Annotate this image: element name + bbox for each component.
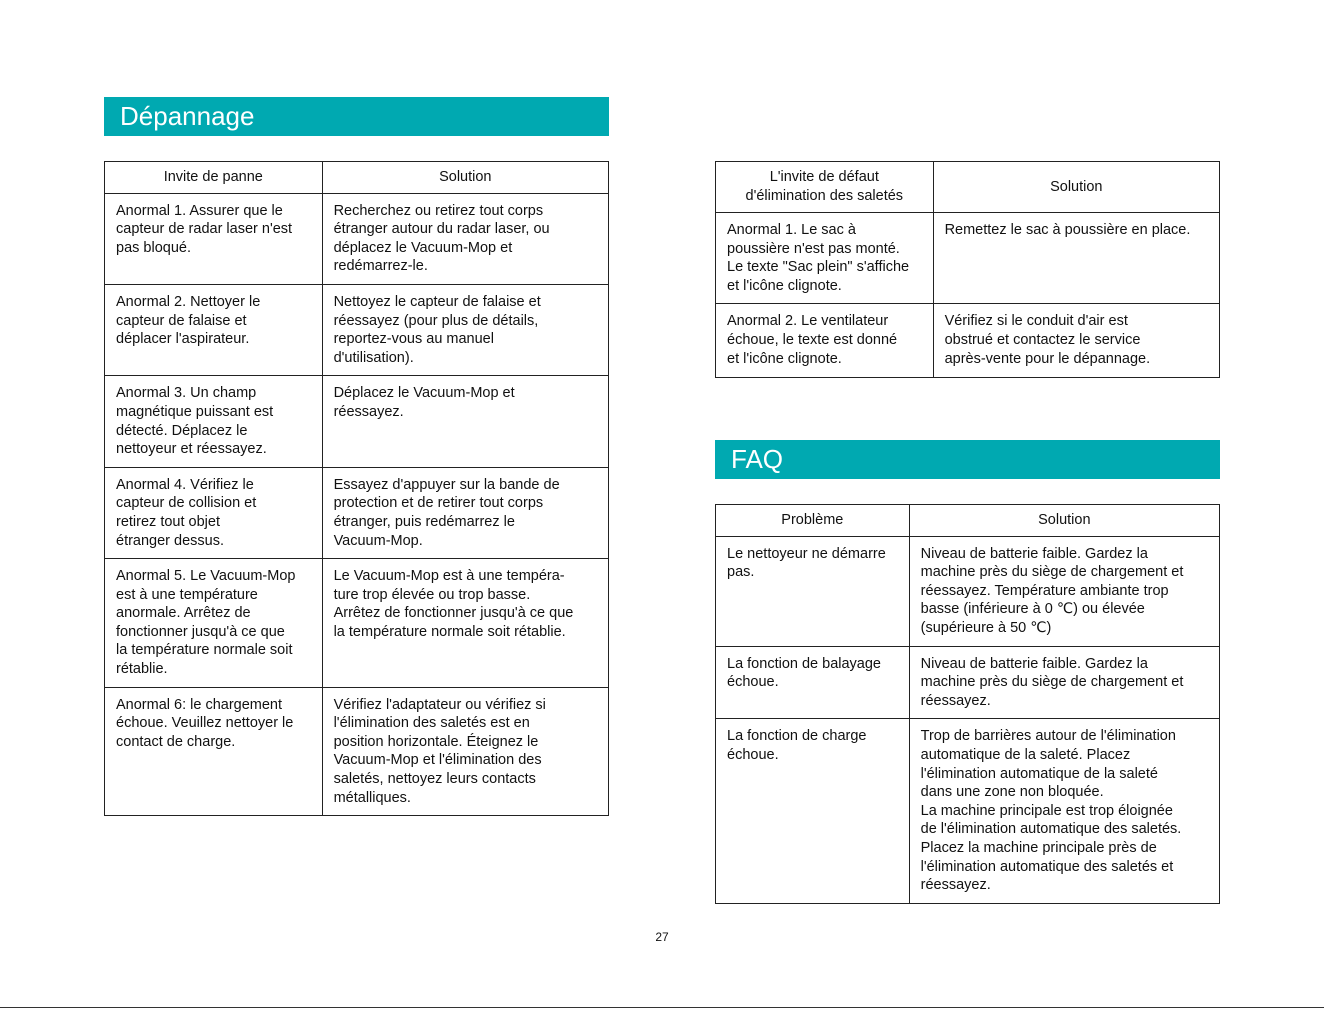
cell-line: échoue, le texte est donné xyxy=(727,331,898,348)
cell-line: Anormal 1. Assurer que le xyxy=(116,202,283,219)
cell-line: Anormal 4. Vérifiez le xyxy=(116,476,254,493)
cell-line: métalliques. xyxy=(333,789,411,806)
table-row xyxy=(716,304,1220,378)
table-header-row xyxy=(716,162,1220,213)
cell-solution xyxy=(322,559,608,688)
cell-line: Déplacez le Vacuum-Mop et xyxy=(333,385,515,402)
faq-table xyxy=(715,504,1220,904)
cell-line: Vacuum-Mop. xyxy=(333,532,423,549)
cell-line: capteur de collision et xyxy=(116,495,257,512)
cell-line: déplacez le Vacuum-Mop et xyxy=(333,239,513,256)
cell-line: Vacuum-Mop et l'élimination des xyxy=(333,752,542,769)
cell-line: l'élimination des saletés est en xyxy=(333,715,530,732)
cell-solution xyxy=(322,376,608,467)
cell-prompt xyxy=(105,284,323,375)
faq-banner xyxy=(715,440,1220,479)
column-header-solution xyxy=(933,162,1219,213)
table-row xyxy=(716,719,1220,903)
cell-line: après-vente pour le dépannage. xyxy=(944,350,1151,367)
table-row xyxy=(105,559,609,688)
cell-line: machine près du siège de chargement et xyxy=(920,674,1184,691)
cell-line: Le nettoyeur ne démarre xyxy=(727,545,886,562)
cell-line: Remettez le sac à poussière en place. xyxy=(944,222,1191,238)
cell-line: de l'élimination automatique des saletés. xyxy=(920,821,1182,838)
cell-line: fonctionner jusqu'à ce que xyxy=(116,623,285,640)
cell-line: réessayez. xyxy=(920,692,991,709)
cell-line: Anormal 5. Le Vacuum-Mop xyxy=(116,568,296,585)
table-row xyxy=(105,193,609,284)
cell-prompt xyxy=(716,213,934,304)
table-row xyxy=(105,467,609,558)
dirt-removal-table xyxy=(715,161,1220,378)
cell-line: reportez-vous au manuel xyxy=(333,331,494,348)
cell-line: Anormal 1. Le sac à xyxy=(727,222,856,238)
cell-prompt xyxy=(105,559,323,688)
cell-line: pas bloqué. xyxy=(116,239,191,256)
cell-solution xyxy=(909,719,1219,903)
table-row xyxy=(105,376,609,467)
cell-line: échoue. xyxy=(727,674,779,691)
table-row xyxy=(716,646,1220,719)
cell-line: position horizontale. Éteignez le xyxy=(333,733,539,750)
cell-line: poussière n'est pas monté. xyxy=(727,240,900,257)
table-row xyxy=(716,213,1220,304)
header-line: L'invite de défaut xyxy=(769,169,879,186)
cell-line: obstrué et contactez le service xyxy=(944,331,1141,348)
cell-line: Vérifiez l'adaptateur ou vérifiez si xyxy=(333,696,546,713)
table-row xyxy=(105,687,609,816)
cell-line: réessayez. Température ambiante trop xyxy=(920,582,1169,599)
cell-prompt xyxy=(105,193,323,284)
cell-line: Anormal 2. Le ventilateur xyxy=(727,313,889,330)
cell-line: l'élimination automatique des saletés et xyxy=(920,858,1174,875)
cell-line: dans une zone non bloquée. xyxy=(920,784,1104,801)
cell-line: anormale. Arrêtez de xyxy=(116,605,251,622)
page-number: 27 xyxy=(655,930,669,944)
column-header-solution: Solution xyxy=(909,505,1219,537)
cell-line: Niveau de batterie faible. Gardez la xyxy=(920,545,1148,562)
cell-line: Recherchez ou retirez tout corps xyxy=(333,202,544,219)
cell-solution xyxy=(933,304,1219,378)
cell-line: protection et de retirer tout corps xyxy=(333,495,544,512)
cell-line: l'élimination automatique de la saleté xyxy=(920,765,1158,782)
cell-prompt xyxy=(716,646,910,719)
cell-line: nettoyeur et réessayez. xyxy=(116,441,267,458)
cell-line: La fonction de charge xyxy=(727,728,867,745)
cell-line: retirez tout objet xyxy=(116,513,220,530)
cell-line: (supérieure à 50 ℃) xyxy=(920,619,1052,636)
cell-line: réessayez. xyxy=(333,403,404,420)
cell-line: Nettoyez le capteur de falaise et xyxy=(333,293,541,310)
cell-line: machine près du siège de chargement et xyxy=(920,564,1184,581)
header-line: d'élimination des saletés xyxy=(745,188,904,204)
cell-line: ture trop élevée ou trop basse. xyxy=(333,586,531,603)
cell-line: Vérifiez si le conduit d'air est xyxy=(944,313,1128,330)
cell-solution xyxy=(933,213,1219,304)
cell-line: automatique de la saleté. Placez xyxy=(920,746,1131,763)
cell-prompt xyxy=(105,687,323,816)
cell-prompt xyxy=(105,376,323,467)
cell-line: Placez la machine principale près de xyxy=(920,839,1157,856)
cell-line: Anormal 3. Un champ xyxy=(116,385,257,402)
header-line: Solution xyxy=(1050,178,1103,195)
cell-line: Anormal 2. Nettoyer le xyxy=(116,293,261,310)
cell-solution xyxy=(322,193,608,284)
cell-line: Essayez d'appuyer sur la bande de xyxy=(333,476,560,493)
column-header-problem: Problème xyxy=(716,505,910,537)
cell-line: et l'icône clignote. xyxy=(727,277,842,294)
cell-line: capteur de radar laser n'est xyxy=(116,221,293,238)
cell-line: Le Vacuum-Mop est à une tempéra- xyxy=(333,568,565,585)
table-row xyxy=(716,536,1220,646)
cell-solution xyxy=(909,646,1219,719)
cell-line: La machine principale est trop éloignée xyxy=(920,802,1173,819)
cell-line: Anormal 6: le chargement xyxy=(116,696,283,713)
cell-line: basse (inférieure à 0 ℃) ou élevée xyxy=(920,601,1145,618)
cell-prompt xyxy=(716,719,910,903)
troubleshooting-title: Dépannage xyxy=(120,101,255,131)
cell-line: magnétique puissant est xyxy=(116,403,274,420)
column-header-prompt xyxy=(716,162,934,213)
cell-line: réessayez. xyxy=(920,877,991,894)
cell-line: réessayez (pour plus de détails, xyxy=(333,312,539,329)
cell-line: la température normale soit rétablie. xyxy=(333,623,566,640)
table-header-row xyxy=(716,505,1220,537)
cell-line: pas. xyxy=(727,564,755,581)
cell-line: redémarrez-le. xyxy=(333,258,428,275)
cell-line: La fonction de balayage xyxy=(727,655,881,672)
faq-title: FAQ xyxy=(731,444,784,474)
cell-line: rétablie. xyxy=(116,661,168,678)
bottom-divider xyxy=(0,1007,1324,1008)
troubleshooting-banner xyxy=(104,97,609,136)
cell-solution xyxy=(322,284,608,375)
cell-prompt xyxy=(716,536,910,646)
cell-line: Niveau de batterie faible. Gardez la xyxy=(920,655,1148,672)
cell-line: déplacer l'aspirateur. xyxy=(116,331,250,348)
cell-line: la température normale soit xyxy=(116,642,293,659)
cell-line: capteur de falaise et xyxy=(116,312,247,329)
cell-line: est à une température xyxy=(116,586,258,603)
cell-line: Trop de barrières autour de l'élimination xyxy=(920,728,1176,745)
column-header-solution: Solution xyxy=(322,162,608,194)
cell-line: Arrêtez de fonctionner jusqu'à ce que xyxy=(333,605,574,622)
cell-line: saletés, nettoyez leurs contacts xyxy=(333,771,536,788)
table-header-row xyxy=(105,162,609,194)
cell-line: et l'icône clignote. xyxy=(727,350,842,367)
cell-line: d'utilisation). xyxy=(333,349,414,366)
cell-line: étranger dessus. xyxy=(116,532,225,549)
cell-prompt xyxy=(716,304,934,378)
column-header-prompt: Invite de panne xyxy=(105,162,323,194)
cell-line: étranger autour du radar laser, ou xyxy=(333,221,550,238)
cell-solution xyxy=(909,536,1219,646)
cell-line: détecté. Déplacez le xyxy=(116,422,248,439)
cell-prompt xyxy=(105,467,323,558)
cell-line: échoue. xyxy=(727,746,779,763)
cell-solution xyxy=(322,687,608,816)
cell-line: contact de charge. xyxy=(116,733,236,750)
cell-line: étranger, puis redémarrez le xyxy=(333,513,515,530)
table-row xyxy=(105,284,609,375)
cell-solution xyxy=(322,467,608,558)
cell-line: échoue. Veuillez nettoyer le xyxy=(116,715,294,732)
cell-line: Le texte "Sac plein" s'affiche xyxy=(727,259,910,276)
troubleshooting-table xyxy=(104,161,609,816)
